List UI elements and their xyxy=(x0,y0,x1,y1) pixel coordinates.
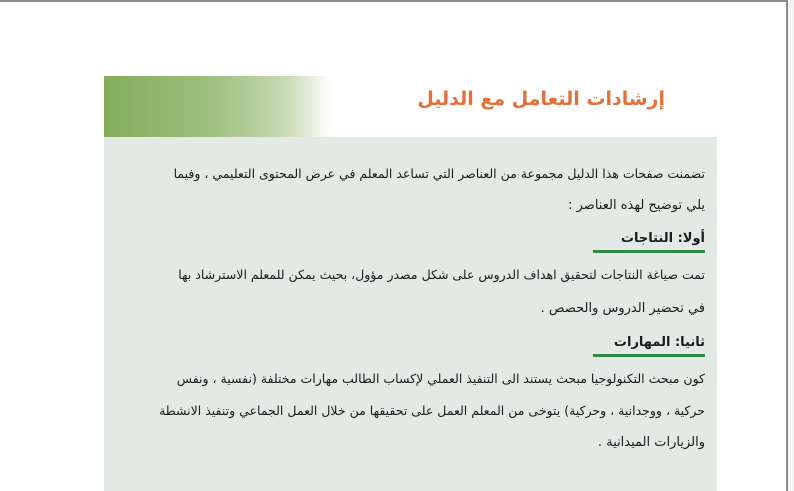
section-heading-skills: ثانيا: المهارات xyxy=(613,335,705,350)
intro-line-2: يلي توضيح لهذه العناصر : xyxy=(568,198,705,213)
section-underline-outcomes xyxy=(593,250,705,253)
skills-line-2: حركية ، ووجدانية ، وحركية) يتوخى من المعلم العمل على تحقيقها من خلال العمل الجماعي وتنفيذ الانشطة xyxy=(159,403,705,418)
section-heading-outcomes: أولا: النتاجات xyxy=(620,231,705,246)
outcomes-line-1: تمت صياغة النتاجات لتحقيق اهداف الدروس على شكل مصدر مؤول، بحيث يمكن للمعلم الاسترشاد بها xyxy=(178,267,705,282)
page-title: إرشادات التعامل مع الدليل xyxy=(417,88,665,110)
outcomes-line-2: في تحضير الدروس والحصص . xyxy=(540,301,705,316)
header-band xyxy=(104,76,717,137)
skills-line-3: والزيارات الميدانية . xyxy=(597,435,705,450)
right-margin xyxy=(788,0,794,491)
top-border xyxy=(0,0,794,2)
content-panel xyxy=(104,137,717,491)
section-underline-skills xyxy=(593,354,705,357)
skills-line-1: كون مبحث التكنولوجيا مبحث يستند الى التنفيذ العملي لإكساب الطالب مهارات مختلفة (نفسية ، ونفس xyxy=(176,371,705,386)
intro-line-1: تضمنت صفحات هذا الدليل مجموعة من العناصر التي تساعد المعلم في عرض المحتوى التعليمي ، وفيما xyxy=(173,166,705,181)
